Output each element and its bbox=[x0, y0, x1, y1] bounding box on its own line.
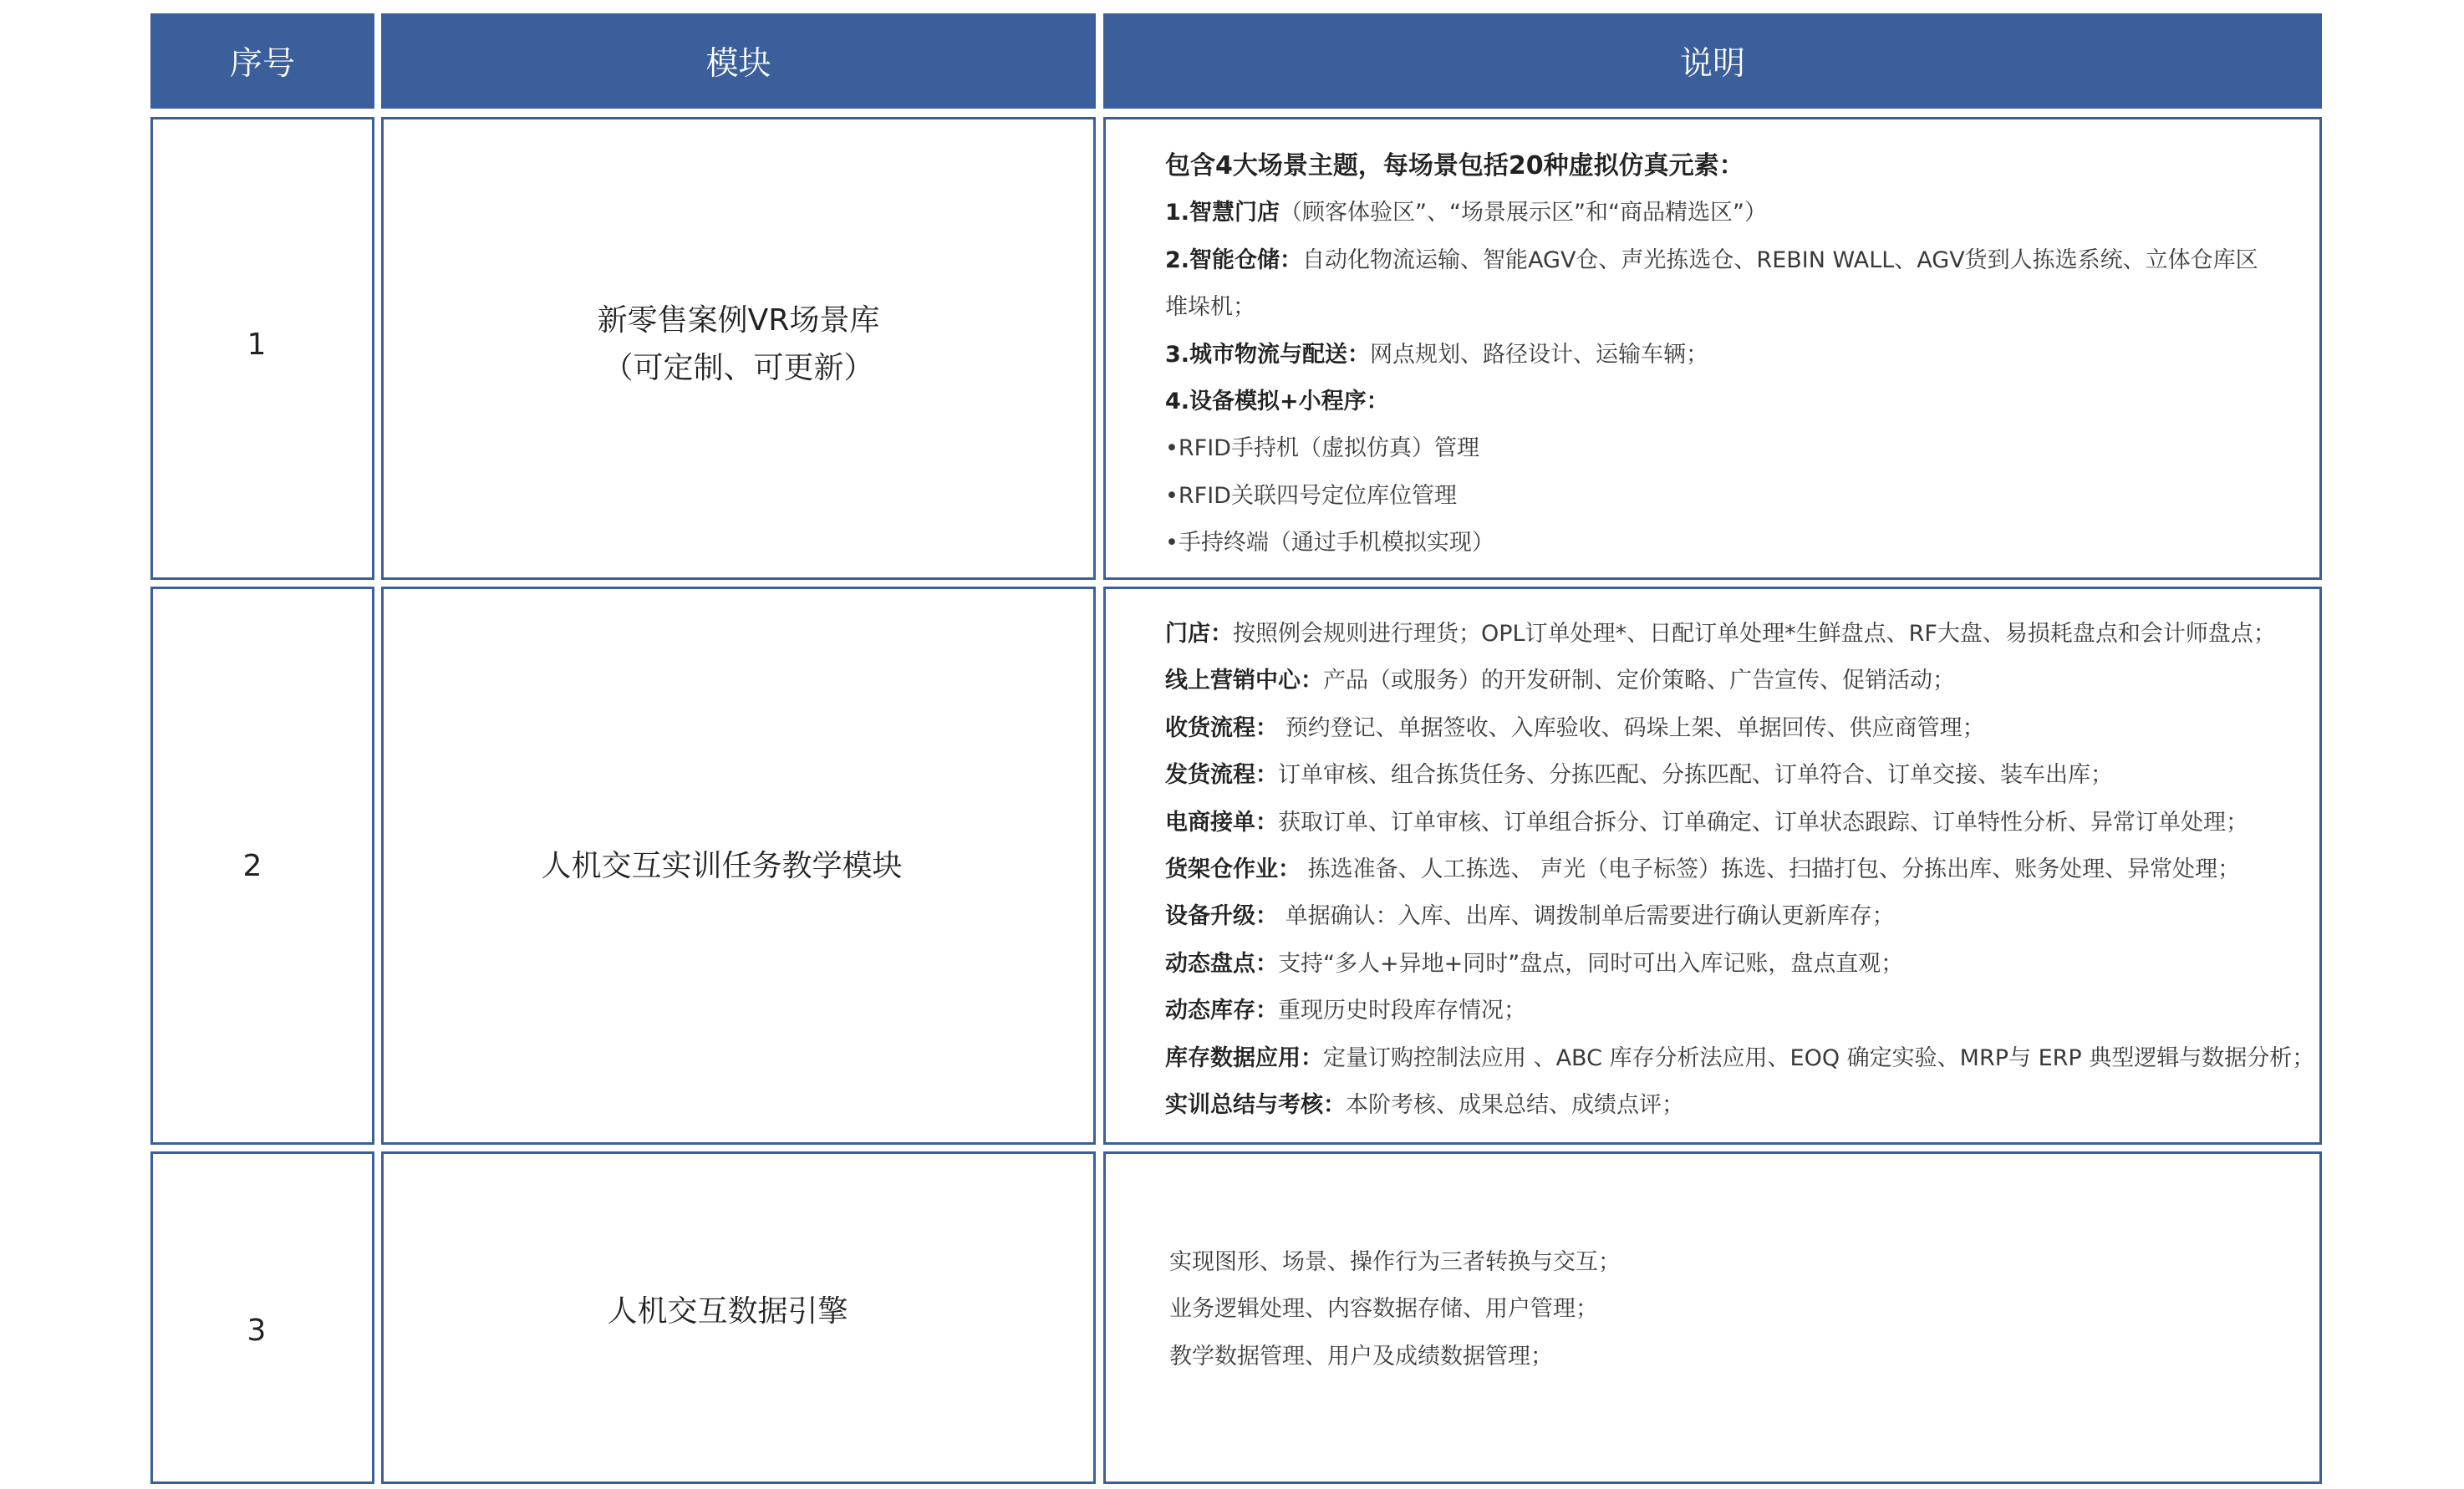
row2-no-cell bbox=[150, 587, 374, 1145]
header-col-no bbox=[150, 13, 374, 109]
row3-no: 3 bbox=[247, 1313, 267, 1348]
header-module-label: 模块 bbox=[705, 45, 771, 83]
row2-item: 货架仓作业： 拣选准备、人工拣选、 声光（电子标签）拣选、扫描打包、分拣出库、账务处理、异常处理； bbox=[1165, 856, 2241, 882]
row1-desc-lines bbox=[1165, 143, 2258, 567]
row2-module: 人机交互实训任务教学模块 bbox=[541, 848, 903, 883]
row2-item: 线上营销中心：产品（或服务）的开发研制、定价策略、广告宣传、促销活动； bbox=[1165, 668, 1955, 694]
row3-desc-cell bbox=[1103, 1151, 2322, 1484]
row2-item: 电商接单：获取订单、订单审核、订单组合拆分、订单确定、订单状态跟踪、订单特性分析、异常订单处理； bbox=[1165, 809, 2248, 836]
row1-desc-cell bbox=[1103, 117, 2322, 580]
row1-no-cell bbox=[150, 117, 374, 580]
row1-bullet-1: •RFID手持机（虚拟仿真）管理 bbox=[1165, 435, 1479, 462]
row2-item: 发货流程：订单审核、组合拣货任务、分拣匹配、分拣匹配、订单符合、订单交接、装车出库； bbox=[1165, 762, 2113, 789]
row1-line-4: 4.设备模拟+小程序： bbox=[1165, 388, 1389, 414]
row3-module-cell bbox=[381, 1151, 1096, 1484]
row1-line-3: 3.城市物流与配送：网点规划、路径设计、运输车辆； bbox=[1165, 341, 1709, 368]
row1-module-line1: 新零售案例VR场景库 bbox=[597, 303, 880, 338]
row3-module: 人机交互数据引擎 bbox=[607, 1293, 848, 1329]
row1-line-2: 2.智能仓储：自动化物流运输、智能AGV仓、声光拣选仓、REBIN WALL、AGV货到人拣选系统、立体仓库区 bbox=[1165, 246, 2258, 273]
row2-item: 门店：按照例会规则进行理货；OPL订单处理*、日配订单处理*生鲜盘点、RF大盘、易损耗盘点和会计师盘点； bbox=[1165, 621, 2276, 647]
row1-bullet-3: •手持终端（通过手机模拟实现） bbox=[1165, 530, 1494, 556]
row1-intro: 包含4大场景主题，每场景包括20种虚拟仿真元素： bbox=[1165, 151, 1744, 180]
row3-line: 教学数据管理、用户及成绩数据管理； bbox=[1169, 1343, 1553, 1370]
header-no-label: 序号 bbox=[229, 45, 295, 83]
row2-item: 动态库存：重现历史时段库存情况； bbox=[1165, 998, 1526, 1024]
row1-module-cell bbox=[381, 117, 1096, 580]
row1-no: 1 bbox=[247, 327, 267, 362]
row1-bullet-2: •RFID关联四号定位库位管理 bbox=[1165, 482, 1457, 509]
row1-line-1: 1.智慧门店（顾客体验区”、“场景展示区”和“商品精选区”） bbox=[1165, 200, 1767, 226]
row1-module-line2: （可定制、可更新） bbox=[603, 351, 874, 385]
header-col-module bbox=[381, 13, 1096, 109]
row2-item: 动态盘点：支持“多人+异地+同时”盘点，同时可出入库记账，盘点直观； bbox=[1165, 950, 1904, 977]
row2-desc-lines bbox=[1165, 611, 2314, 1129]
row3-no-cell bbox=[150, 1151, 374, 1484]
header-desc-label: 说明 bbox=[1679, 45, 1745, 83]
row1-module bbox=[598, 297, 880, 392]
row3-line: 业务逻辑处理、内容数据存储、用户管理； bbox=[1169, 1296, 1598, 1323]
row2-module-cell bbox=[381, 587, 1096, 1145]
header-col-desc bbox=[1103, 13, 2322, 109]
row2-item: 收货流程： 预约登记、单据签收、入库验收、码垛上架、单据回传、供应商管理； bbox=[1165, 714, 1985, 741]
row2-item: 实训总结与考核：本阶考核、成果总结、成绩点评； bbox=[1165, 1091, 1684, 1118]
row2-item: 设备升级： 单据确认：入库、出库、调拨制单后需要进行确认更新库存； bbox=[1165, 903, 1895, 930]
row2-desc-cell bbox=[1103, 587, 2322, 1145]
row3-desc-lines bbox=[1169, 1239, 1621, 1380]
row1-line-2-cont: 堆垛机； bbox=[1165, 294, 1255, 321]
row3-line: 实现图形、场景、操作行为三者转换与交互； bbox=[1169, 1249, 1621, 1275]
row2-item: 库存数据应用：定量订购控制法应用 、ABC 库存分析法应用、EOQ 确定实验、MRP与 ERP 典型逻辑与数据分析； bbox=[1165, 1044, 2315, 1071]
row2-no: 2 bbox=[242, 848, 262, 883]
